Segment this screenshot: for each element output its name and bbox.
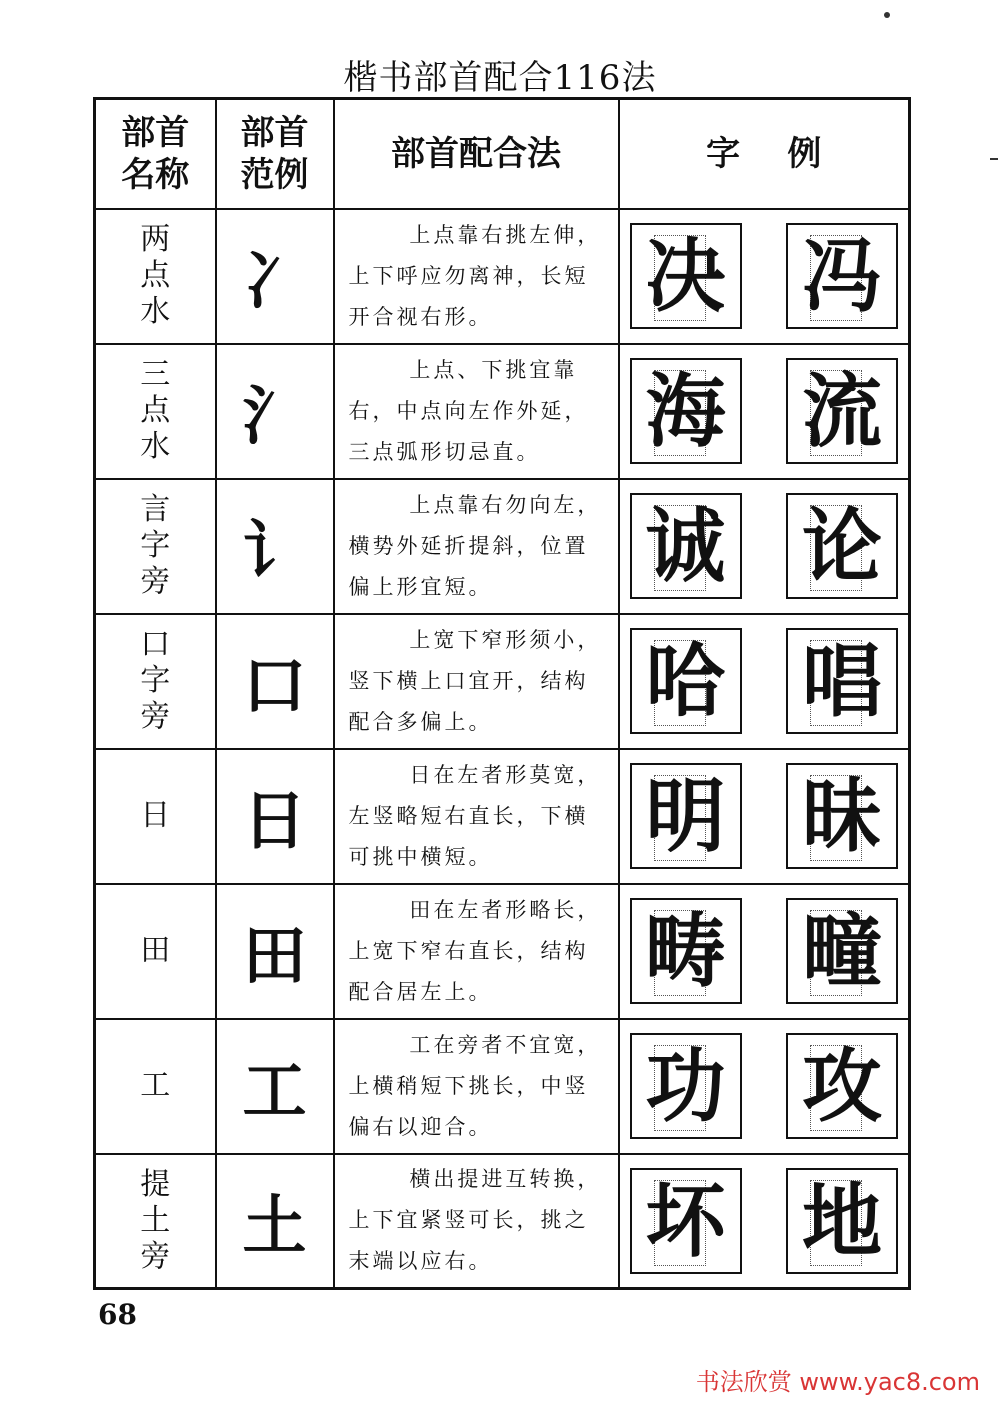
radical-method: 上点、下挑宜靠右，中点向左作外延，三点弧形切忌直。 [334,344,619,479]
header-name: 部首名称 [95,99,216,209]
table-row [95,884,910,1019]
radical-sample: 田 [216,884,334,1019]
radical-method: 上点靠右挑左伸，上下呼应勿离神，长短开合视右形。 [334,209,619,344]
example-character: 地 [802,1173,882,1268]
table-row [95,344,910,479]
radical-name: 提土旁 [95,1154,216,1289]
table-row [95,1154,910,1289]
radical-name: 三点水 [95,344,216,479]
example-character-box [630,1168,742,1274]
radical-method: 上点靠右勿向左，横势外延折提斜，位置偏上形宜短。 [334,479,619,614]
watermark: 书法欣赏 www.yac8.com [695,1368,980,1396]
example-character: 畴 [645,904,726,998]
radical-examples [619,749,910,884]
radical-sample: 冫 [216,209,334,344]
example-character-box [630,1033,742,1139]
example-character-box [630,628,742,734]
example-character-box [786,628,898,734]
radical-method: 田在左者形略长，上宽下窄右直长，结构配合居左上。 [334,884,619,1019]
example-character-box [630,763,742,869]
radical-sample: 讠 [216,479,334,614]
table-row [95,209,910,344]
table-row [95,1019,910,1154]
radical-table [93,97,911,1290]
example-character-box [630,493,742,599]
header-method: 部首配合法 [334,99,619,209]
radical-sample: 土 [216,1154,334,1289]
page-title: 楷书部首配合116法 [343,58,657,98]
radical-name: 言字旁 [95,479,216,614]
example-character: 昧 [802,769,882,863]
example-character: 坏 [645,1173,726,1268]
table-row [95,614,910,749]
radical-name: 两点水 [95,209,216,344]
radical-method: 工在旁者不宜宽，上横稍短下挑长，中竖偏右以迎合。 [334,1019,619,1154]
radical-sample: 氵 [216,344,334,479]
radical-examples [619,344,910,479]
example-character: 决 [645,229,726,323]
radical-examples [619,209,910,344]
example-character-box [630,898,742,1004]
example-character-box [786,493,898,599]
page-number: 68 [98,1298,137,1331]
radical-name: 日 [95,749,216,884]
example-character-box [786,1168,898,1274]
example-character: 论 [802,499,882,593]
example-character: 唱 [802,634,882,728]
scan-mark [884,12,890,18]
radical-method: 横出提进互转换，上下宜紧竖可长，挑之末端以应右。 [334,1154,619,1289]
radical-method: 上宽下窄形须小，竖下横上口宜开，结构配合多偏上。 [334,614,619,749]
example-character-box [786,1033,898,1139]
example-character: 功 [645,1039,726,1133]
example-character: 明 [645,769,726,863]
example-character-box [630,358,742,464]
example-character: 流 [802,364,882,458]
example-character: 诚 [645,499,726,593]
example-character: 冯 [802,229,882,323]
radical-examples [619,1019,910,1154]
example-character-box [786,358,898,464]
table-row [95,479,910,614]
radical-method: 日在左者形莫宽，左竖略短右直长，下横可挑中横短。 [334,749,619,884]
radical-sample: 工 [216,1019,334,1154]
example-character-box [786,898,898,1004]
radical-examples [619,884,910,1019]
radical-examples [619,1154,910,1289]
example-character-box [786,223,898,329]
radical-name: 工 [95,1019,216,1154]
example-character: 疃 [802,904,882,998]
header-row [95,99,910,209]
scan-mark-dash [990,158,998,160]
example-character: 攻 [802,1039,882,1133]
example-character-box [630,223,742,329]
radical-sample: 日 [216,749,334,884]
example-character-box [786,763,898,869]
radical-examples [619,614,910,749]
radical-sample: 口 [216,614,334,749]
radical-name: 口字旁 [95,614,216,749]
header-examples: 字 例 [619,99,910,209]
header-sample: 部首范例 [216,99,334,209]
radical-name: 田 [95,884,216,1019]
table-row [95,749,910,884]
example-character: 哈 [645,634,726,728]
radical-examples [619,479,910,614]
example-character: 海 [645,364,726,458]
